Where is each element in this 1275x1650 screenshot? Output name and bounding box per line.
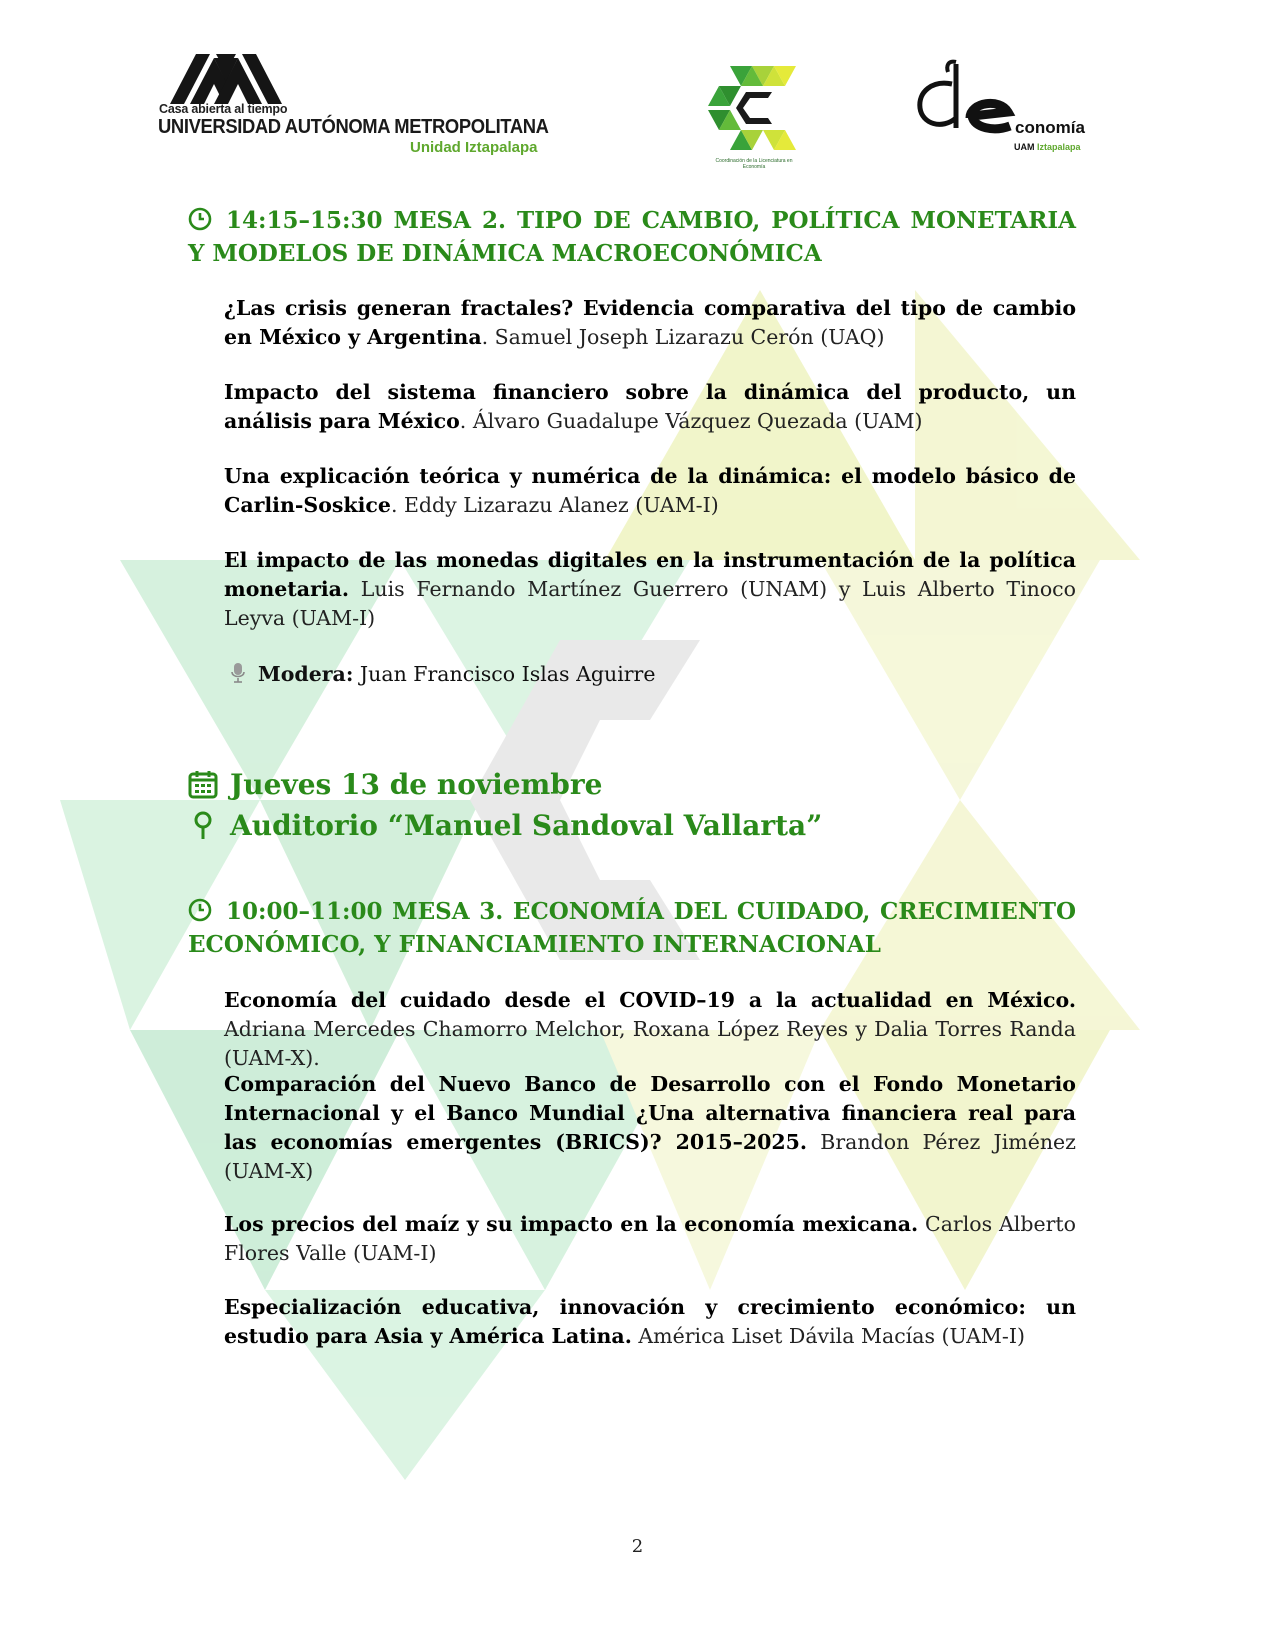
paper-title: Especialización educativa, innovación y crecimiento económico: un estudio para Asia y América Latina. (224, 1295, 1076, 1348)
mesa-2-time: 14:15–15:30 (226, 207, 383, 234)
event-date (188, 767, 602, 803)
paper-item (224, 378, 1076, 436)
paper-authors: Carlos Alberto Flores Valle (UAM-I) (224, 1212, 1076, 1265)
economia-subtitle-brand: UAM (1014, 142, 1035, 152)
mesa-2-title: MESA 2. TIPO DE CAMBIO, POLÍTICA MONETARIA Y MODELOS DE DINÁMICA MACROECONÓMICA (188, 207, 1076, 267)
microphone-icon (230, 662, 246, 684)
mesa-3-title: MESA 3. ECONOMÍA DEL CUIDADO, CRECIMIENTO ECONÓMICO, Y FINANCIAMIENTO INTERNACIONAL (188, 898, 1076, 958)
economia-subtitle-unit: Iztapalapa (1037, 142, 1081, 152)
economia-subtitle (1014, 142, 1081, 152)
paper-item (224, 1210, 1076, 1268)
paper-authors: Adriana Mercedes Chamorro Melchor, Roxana López Reyes y Dalia Torres Randa (UAM-X). (224, 1017, 1076, 1070)
uam-logo (158, 52, 558, 162)
uam-name: UNIVERSIDAD AUTÓNOMA METROPOLITANA (158, 116, 549, 138)
page-number: 2 (631, 1536, 644, 1557)
paper-authors: Luis Fernando Martínez Guerrero (UNAM) y Luis Alberto Tinoco Leyva (UAM-I) (224, 577, 1076, 630)
paper-title: El impacto de las monedas digitales en la instrumentación de la política monetaria. (224, 548, 1076, 601)
uam-unit: Unidad Iztapalapa (410, 139, 538, 156)
mesa-2-heading (188, 204, 1076, 270)
paper-item (224, 462, 1076, 520)
paper-item (224, 1070, 1076, 1186)
clock-icon (188, 207, 212, 231)
uam-tagline: Casa abierta al tiempo (159, 102, 288, 116)
paper-item (224, 986, 1076, 1073)
paper-item (224, 294, 1076, 352)
event-venue-text: Auditorio “Manuel Sandoval Vallarta” (230, 809, 823, 842)
paper-authors: . Eddy Lizarazu Alanez (UAM-I) (390, 493, 719, 517)
mesa-3-time: 10:00–11:00 (226, 898, 383, 925)
paper-title: Una explicación teórica y numérica de la dinámica: el modelo básico de Carlin-Soskice (224, 464, 1076, 517)
economia-word: conomía (1015, 118, 1085, 137)
economia-logo-mark (912, 56, 1016, 138)
paper-item (224, 546, 1076, 633)
calendar-icon (188, 769, 218, 799)
paper-title: ¿Las crisis generan fractales? Evidencia comparativa del tipo de cambio en México y Argentina (224, 296, 1076, 349)
mesa-3-heading (188, 895, 1076, 961)
location-pin-icon (188, 810, 218, 840)
coordination-logo-mark (702, 58, 802, 158)
coordination-logo (702, 58, 802, 168)
paper-authors: . Álvaro Guadalupe Vázquez Quezada (UAM) (459, 409, 923, 433)
uam-logo-mark (170, 52, 282, 104)
paper-authors: Brandon Pérez Jiménez (UAM-X) (224, 1130, 1076, 1183)
economia-logo (912, 56, 1092, 164)
moderator-label: Modera: (258, 662, 354, 686)
paper-title: Los precios del maíz y su impacto en la economía mexicana. (224, 1212, 919, 1236)
event-venue (188, 808, 822, 844)
paper-authors: . Samuel Joseph Lizarazu Cerón (UAQ) (481, 325, 885, 349)
coordination-caption: Coordinación de la Licenciatura en Economía (715, 158, 793, 170)
moderator-line (230, 660, 655, 689)
moderator-name: Juan Francisco Islas Aguirre (353, 662, 656, 686)
event-date-text: Jueves 13 de noviembre (230, 768, 603, 801)
paper-title: Comparación del Nuevo Banco de Desarrollo con el Fondo Monetario Internacional y el Banco Mundial ¿Una alternativa financiera real para las economías emergentes (BRICS)? 2015–2025. (224, 1072, 1076, 1154)
paper-authors: América Liset Dávila Macías (UAM-I) (631, 1324, 1025, 1348)
clock-icon (188, 898, 212, 922)
paper-item (224, 1293, 1076, 1351)
paper-title: Economía del cuidado desde el COVID–19 a la actualidad en México. (224, 988, 1076, 1012)
paper-title: Impacto del sistema financiero sobre la dinámica del producto, un análisis para México (224, 380, 1076, 433)
